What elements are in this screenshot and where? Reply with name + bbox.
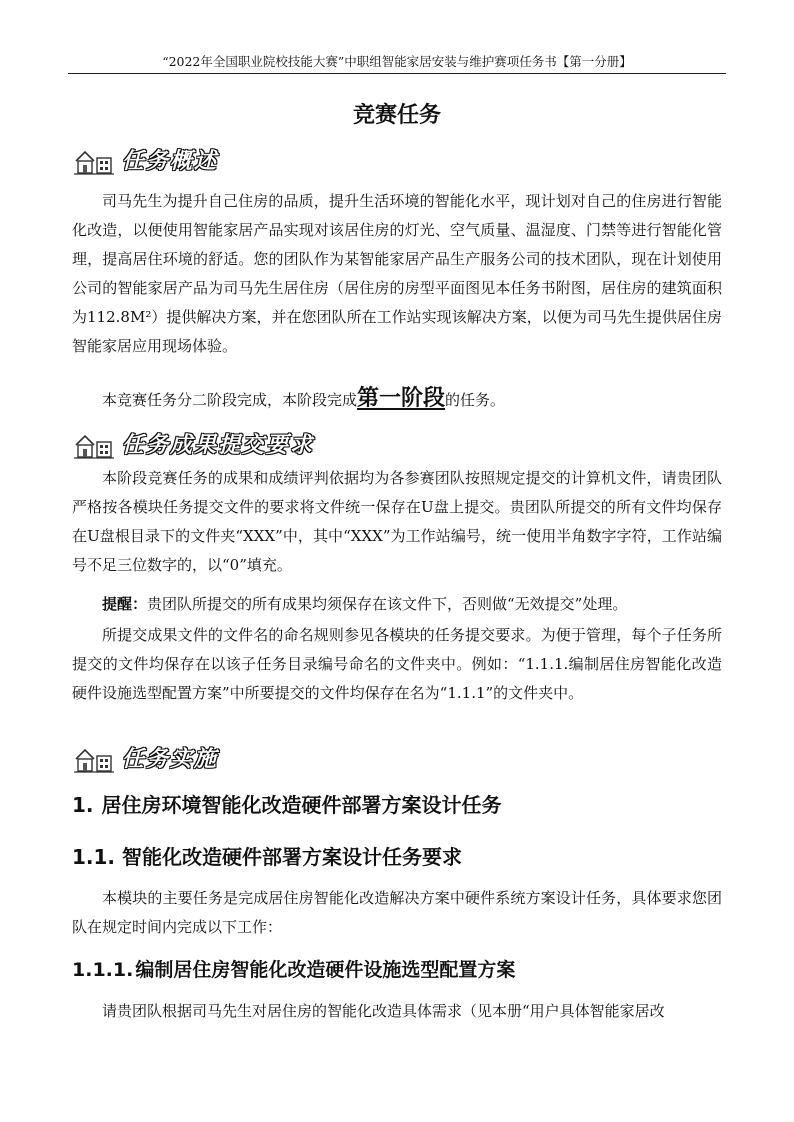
section-heading-implementation — [72, 746, 218, 774]
section-label: 任务概述 — [122, 149, 219, 174]
overview-paragraph-2: 本竞赛任务分二阶段完成，本阶段完成第一阶段的任务。 — [102, 385, 506, 411]
reminder-label: 提醒： — [102, 595, 148, 613]
section-heading-overview — [72, 148, 218, 176]
heading-1-1: 1.1. 智能化改造硬件部署方案设计任务要求 — [72, 845, 462, 869]
running-header: “2022年全国职业院校技能大赛”中职组智能家居安装与维护赛项任务书【第一分册】 — [162, 54, 632, 69]
house-icon — [72, 746, 116, 774]
implementation-paragraph-2: 请贵团队根据司马先生对居住房的智能化改造具体需求（见本册“用户具体智能家居改 — [102, 1002, 665, 1020]
submission-paragraph-3: 所提交成果文件的文件名的命名规则参见各模块的任务提交要求。为便于管理，每个子任务所提交的文件均保存在以该子任务目录编号命名的文件夹中。例如：“1.1.1.编制居住房智能化改造硬件设施选型配置方案”中所要提交的文件均保存在名为“1.1.1”的文件夹中。 — [72, 626, 722, 702]
section-heading-submission — [72, 432, 314, 460]
submission-reminder: 提醒：贵团队所提交的所有成果均须保存在该文件下，否则做“无效提交”处理。 — [72, 590, 722, 619]
header-rule — [68, 73, 726, 74]
house-icon — [72, 432, 116, 460]
heading-1-1-1: 1.1.1. 编制居住房智能化改造硬件设施选型配置方案 — [72, 959, 516, 981]
submission-paragraph-1: 本阶段竞赛任务的成果和成绩评判依据均为各参赛团队按照规定提交的计算机文件，请贵团队严格按各模块任务提交文件的要求将文件统一保存在U盘上提交。贵团队所提交的所有文件均保存在U盘根目录下的文件夹“XXX”中，其中“XXX”为工作站编号，统一使用半角数字字符，工作站编号不足三位数字的，以“0”填充。 — [72, 469, 722, 574]
section-label: 任务成果提交要求 — [122, 433, 315, 458]
house-icon — [72, 148, 116, 176]
heading-1: 1. 居住房环境智能化改造硬件部署方案设计任务 — [72, 793, 502, 817]
implementation-paragraph-1: 本模块的主要任务是完成居住房智能化改造解决方案中硬件系统方案设计任务，具体要求您团队在规定时间内完成以下工作： — [72, 889, 722, 936]
stage-emphasis: 第一阶段 — [357, 385, 446, 411]
section-label: 任务实施 — [122, 747, 219, 772]
page-title: 竞赛任务 — [352, 102, 441, 128]
overview-paragraph-1: 司马先生为提升自己住房的品质，提升生活环境的智能化水平，现计划对自己的住房进行智能化改造，以便使用智能家居产品实现对该居住房的灯光、空气质量、温湿度、门禁等进行智能化管理，提高居住环境的舒适。您的团队作为某智能家居产品生产服务公司的技术团队，现在计划使用公司的智能家居产品为司马先生居住房（居住房的房型平面图见本任务书附图，居住房的建筑面积为112.8M²）提供解决方案，并在您团队所在工作站实现该解决方案，以便为司马先生提供居住房智能家居应用现场体验。 — [72, 192, 722, 355]
